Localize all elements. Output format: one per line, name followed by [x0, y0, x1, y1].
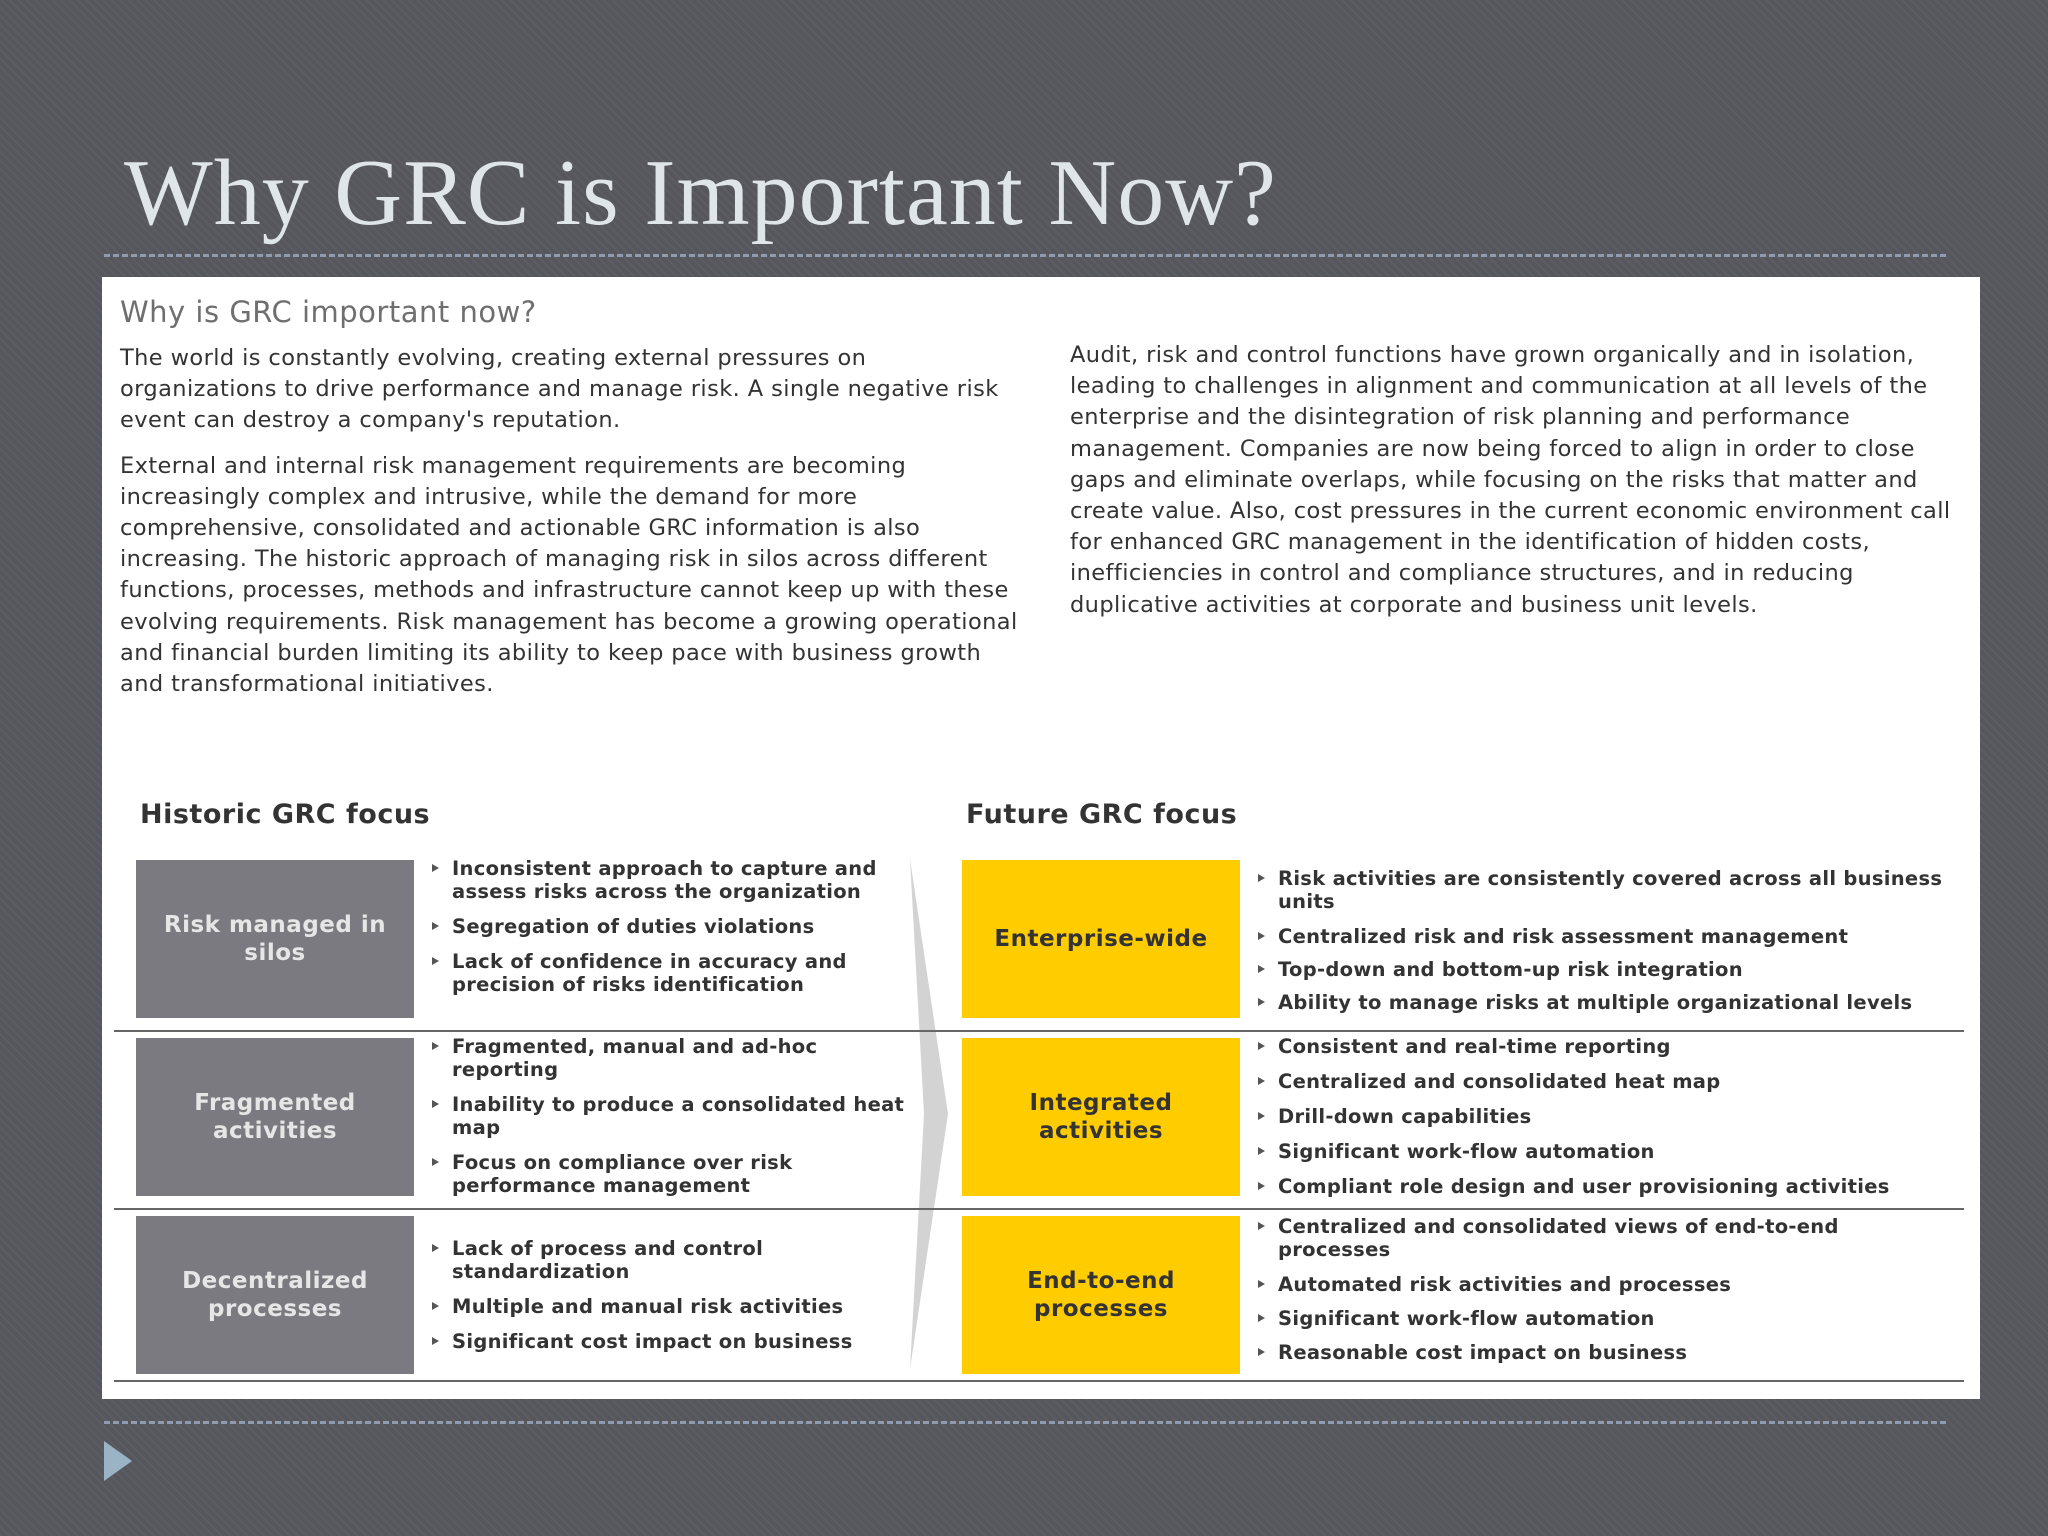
triangle-bullet-icon — [432, 922, 439, 930]
historic-block-risk-managed-in-silos: Risk managed in silos — [136, 860, 414, 1018]
future-focus-label: Future GRC focus — [966, 799, 1238, 830]
row-divider — [114, 1208, 1964, 1210]
triangle-bullet-icon — [1258, 965, 1265, 973]
panel-heading: Why is GRC important now? — [120, 295, 537, 329]
footer-divider — [104, 1421, 1946, 1424]
list-item: Fragmented, manual and ad-hoc reporting — [430, 1035, 930, 1081]
triangle-bullet-icon — [1258, 1280, 1265, 1288]
triangle-bullet-icon — [1258, 1042, 1265, 1050]
list-item: Lack of confidence in accuracy and precision of risks identification — [430, 950, 930, 996]
row-divider — [114, 1380, 1964, 1382]
list-item: Inability to produce a consolidated heat map — [430, 1093, 930, 1139]
list-item: Multiple and manual risk activities — [430, 1295, 930, 1318]
list-item: Consistent and real-time reporting — [1256, 1035, 1956, 1058]
list-item: Significant work-flow automation — [1256, 1140, 1956, 1163]
list-item: Centralized and consolidated views of end-to-end processes — [1256, 1215, 1956, 1261]
list-item: Drill-down capabilities — [1256, 1105, 1956, 1128]
future-block-integrated-activities: Integrated activities — [962, 1038, 1240, 1196]
historic-list-row-2 — [430, 1035, 930, 1209]
triangle-bullet-icon — [432, 1042, 439, 1050]
triangle-bullet-icon — [1258, 1147, 1265, 1155]
list-item: Risk activities are consistently covered across all business units — [1256, 867, 1956, 913]
list-item: Ability to manage risks at multiple organizational levels — [1256, 991, 1956, 1014]
right-paragraph-1: Audit, risk and control functions have grown organically and in isolation, leading to challenges in alignment and communication at all levels of the enterprise and the disintegration of risk planning and performance management. Companies are now being forced to align in order to close gaps and eliminate overlaps, while focusing on the risks that matter and create value. Also, cost pressures in the current economic environment call for enhanced GRC management in the identification of hidden costs, inefficiencies in control and compliance structures, and in reducing duplicative activities at corporate and business unit levels. — [1070, 342, 1951, 618]
triangle-bullet-icon — [1258, 1182, 1265, 1190]
slide-title: Why GRC is Important Now? — [124, 141, 1277, 245]
historic-block-decentralized-processes: Decentralized processes — [136, 1216, 414, 1374]
list-item: Automated risk activities and processes — [1256, 1273, 1956, 1296]
list-item: Focus on compliance over risk performance management — [430, 1151, 930, 1197]
historic-list-row-3 — [430, 1237, 930, 1365]
triangle-bullet-icon — [432, 1337, 439, 1345]
future-list-row-2 — [1256, 1035, 1956, 1210]
right-text-column — [1070, 340, 1970, 635]
historic-list-row-1 — [430, 857, 930, 1008]
list-item: Top-down and bottom-up risk integration — [1256, 958, 1956, 981]
left-paragraph-1: The world is constantly evolving, creating external pressures on organizations to drive performance and manage risk. A single negative risk event can destroy a company's reputation. — [120, 345, 999, 434]
future-list-row-3 — [1256, 1215, 1956, 1376]
list-item: Lack of process and control standardization — [430, 1237, 930, 1283]
row-divider — [114, 1030, 1964, 1032]
list-item: Inconsistent approach to capture and assess risks across the organization — [430, 857, 930, 903]
triangle-bullet-icon — [1258, 1077, 1265, 1085]
triangle-bullet-icon — [1258, 1112, 1265, 1120]
left-text-column — [120, 343, 1025, 714]
list-item: Significant cost impact on business — [430, 1330, 930, 1353]
triangle-bullet-icon — [1258, 1348, 1265, 1356]
future-block-enterprise-wide: Enterprise-wide — [962, 860, 1240, 1018]
historic-focus-label: Historic GRC focus — [140, 799, 431, 830]
triangle-bullet-icon — [432, 864, 439, 872]
triangle-bullet-icon — [432, 957, 439, 965]
future-block-end-to-end-processes: End-to-end processes — [962, 1216, 1240, 1374]
list-item: Centralized risk and risk assessment management — [1256, 925, 1956, 948]
play-triangle-icon[interactable] — [104, 1441, 132, 1481]
triangle-bullet-icon — [1258, 1222, 1265, 1230]
content-image-panel — [102, 277, 1980, 1399]
triangle-bullet-icon — [432, 1302, 439, 1310]
list-item: Compliant role design and user provisioning activities — [1256, 1175, 1956, 1198]
future-list-row-1 — [1256, 867, 1956, 1026]
list-item: Segregation of duties violations — [430, 915, 930, 938]
triangle-bullet-icon — [432, 1100, 439, 1108]
triangle-bullet-icon — [1258, 998, 1265, 1006]
title-divider — [104, 254, 1946, 257]
historic-block-fragmented-activities: Fragmented activities — [136, 1038, 414, 1196]
triangle-bullet-icon — [1258, 932, 1265, 940]
list-item: Centralized and consolidated heat map — [1256, 1070, 1956, 1093]
triangle-bullet-icon — [1258, 1314, 1265, 1322]
triangle-bullet-icon — [432, 1244, 439, 1252]
list-item: Reasonable cost impact on business — [1256, 1341, 1956, 1364]
triangle-bullet-icon — [432, 1158, 439, 1166]
triangle-bullet-icon — [1258, 874, 1265, 882]
left-paragraph-2: External and internal risk management requirements are becoming increasingly complex and intrusive, while the demand for more comprehensive, consolidated and actionable GRC information is also increasing. The historic approach of managing risk in silos across different functions, processes, methods and infrastructure cannot keep up with these evolving requirements. Risk management has become a growing operational and financial burden limiting its ability to keep pace with business growth and transformational initiatives. — [120, 452, 1018, 698]
list-item: Significant work-flow automation — [1256, 1307, 1956, 1330]
